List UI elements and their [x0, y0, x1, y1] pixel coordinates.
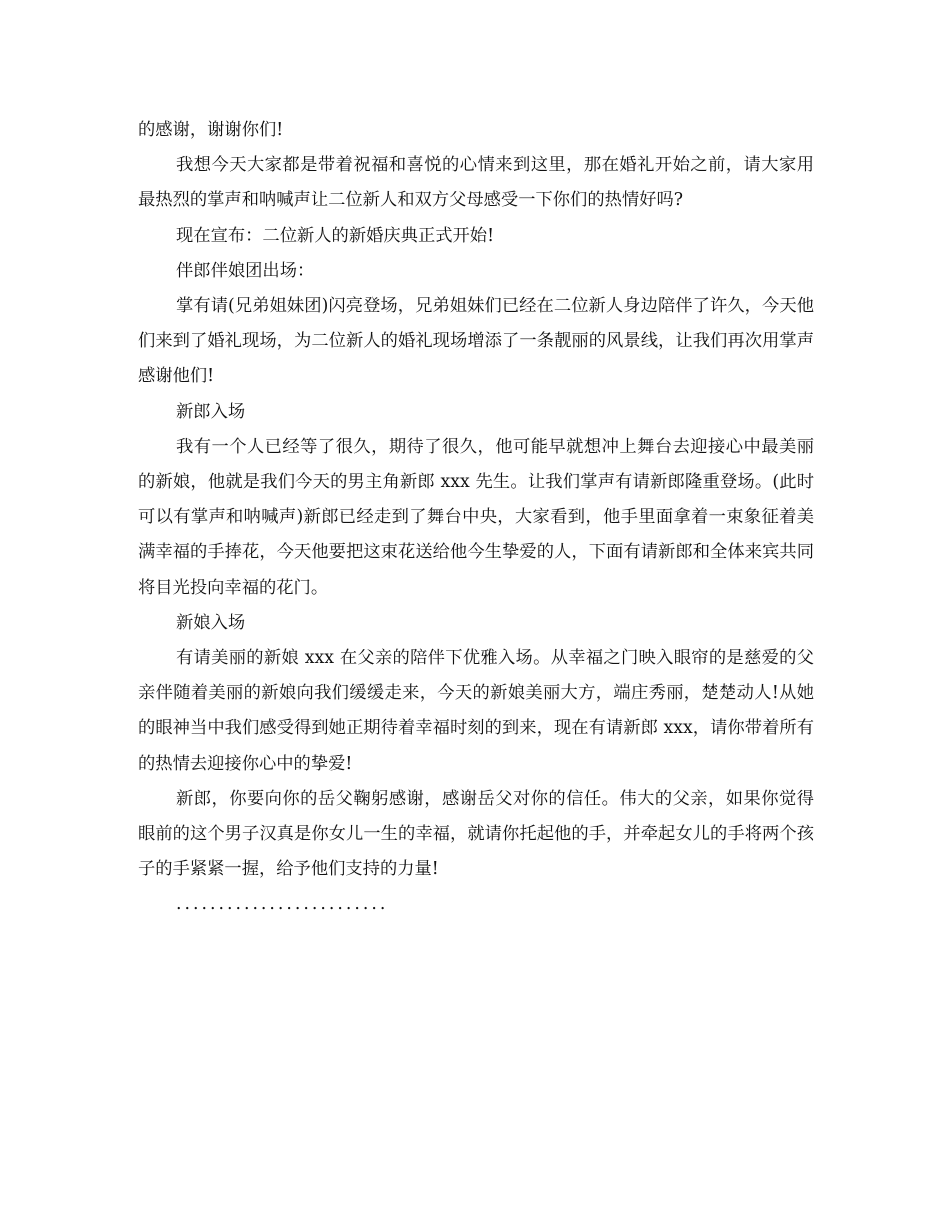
document-body — [138, 113, 814, 922]
paragraph-groomsmen-bridesmaids: 掌有请(兄弟姐妹团)闪亮登场，兄弟姐妹们已经在二位新人身边陪伴了许久，今天他们来到了婚礼现场，为二位新人的婚礼现场增添了一条靓丽的风景线，让我们再次用掌声感谢他们! — [138, 296, 814, 387]
section-heading-bride-entrance: 新娘入场 — [176, 612, 246, 633]
section-heading-groomsmen-bridesmaids: 伴郎伴娘团出场： — [176, 260, 315, 281]
ellipsis-continuation: ......................... — [176, 894, 389, 915]
paragraph-bride-entrance: 有请美丽的新娘 xxx 在父亲的陪伴下优雅入场。从幸福之门映入眼帘的是慈爱的父亲伴随着美丽的新娘向我们缓缓走来，今天的新娘美丽大方，端庄秀丽，楚楚动人!从她的眼神当中我们感受得到她正期待着幸福时刻的到来，现在有请新郎 xxx，请你带着所有的热情去迎接你心中的挚爱! — [138, 648, 814, 774]
paragraph-thanks-end: 的感谢，谢谢你们! — [138, 120, 284, 140]
paragraph-father-handover: 新郎，你要向你的岳父鞠躬感谢，感谢岳父对你的信任。伟大的父亲，如果你觉得眼前的这个男子汉真是你女儿一生的幸福，就请你托起他的手，并牵起女儿的手将两个孩子的手紧紧一握，给予他们支持的力量! — [138, 788, 814, 880]
paragraph-opening-invitation: 我想今天大家都是带着祝福和喜悦的心情来到这里，那在婚礼开始之前，请大家用最热烈的掌声和呐喊声让二位新人和双方父母感受一下你们的热情好吗? — [138, 155, 814, 211]
paragraph-groom-entrance: 我有一个人已经等了很久，期待了很久，他可能早就想冲上舞台去迎接心中最美丽的新娘，他就是我们今天的男主角新郎 xxx 先生。让我们掌声有请新郎隆重登场。(此时可以有掌声和呐喊声)新郎已经走到了舞台中央，大家看到，他手里面拿着一束象征着美满幸福的手捧花，今天他要把这束花送给他今生挚爱的人，下面有请新郎和全体来宾共同将目光投向幸福的花门。 — [138, 436, 814, 598]
paragraph-ceremony-start: 现在宣布：二位新人的新婚庆典正式开始! — [176, 225, 495, 246]
section-heading-groom-entrance: 新郎入场 — [176, 401, 246, 422]
